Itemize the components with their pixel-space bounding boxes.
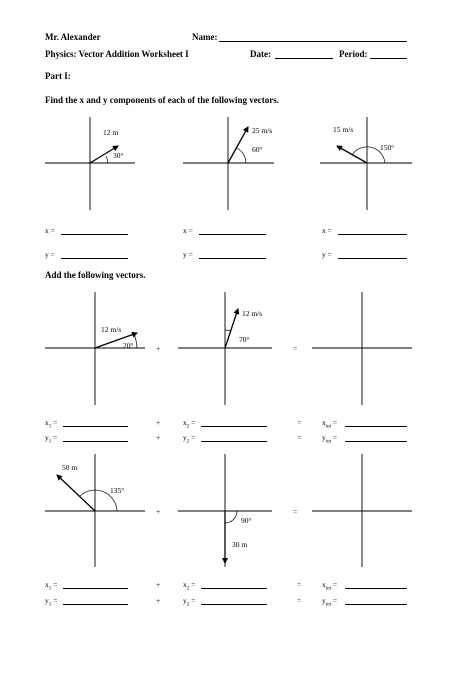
x-label-3: x = — [322, 226, 332, 235]
ytot-label-row1: $y_{tot}$ = — [322, 433, 338, 445]
plus-sign-row2: + — [156, 507, 161, 516]
vector-7-angle: 135° — [110, 486, 125, 495]
plus-y-row1: + — [156, 433, 161, 442]
y1-answer-row2[interactable] — [63, 604, 128, 605]
vector-1-angle: 30° — [113, 151, 124, 160]
vector-8-angle: 90° — [241, 516, 252, 525]
y2-label-row2: $y_2$ = — [183, 596, 196, 608]
x1-label-row2: $x_1$ = — [45, 580, 58, 592]
ytot-answer-row1[interactable] — [345, 441, 407, 442]
equals-x-row1: = — [297, 418, 302, 427]
x1-answer-row2[interactable] — [63, 588, 128, 589]
ytot-label-row2: $y_{tot}$ = — [322, 596, 338, 608]
y-answer-1[interactable] — [61, 258, 128, 259]
y1-label-row2: $y_1$ = — [45, 596, 58, 608]
equals-x-row2: = — [297, 580, 302, 589]
vector-8-magnitude: 30 m — [232, 540, 248, 549]
plus-x-row1: + — [156, 418, 161, 427]
vector-2-angle: 60° — [252, 145, 263, 154]
y2-answer-row2[interactable] — [201, 604, 267, 605]
vector-1-magnitude: 12 m — [103, 128, 119, 137]
y-label-2: y = — [183, 250, 193, 259]
vector-7-arrow — [57, 475, 95, 511]
axes-9 — [312, 454, 412, 567]
y-answer-3[interactable] — [338, 258, 407, 259]
x2-label-row2: $x_2$ = — [183, 580, 196, 592]
vector-3-angle: 150° — [380, 143, 395, 152]
x1-label-row1: $x_1$ = — [45, 418, 58, 430]
vector-5-magnitude: 12 m/s — [242, 309, 263, 318]
x-label-2: x = — [183, 226, 193, 235]
y2-label-row1: $y_2$ = — [183, 433, 196, 445]
x1-answer-row1[interactable] — [63, 426, 128, 427]
vector-7-magnitude: 50 m — [62, 463, 78, 472]
date-label: Date: — [250, 49, 271, 59]
vector-5-arrow — [225, 309, 238, 348]
y-label-1: y = — [45, 250, 55, 259]
x-answer-3[interactable] — [338, 234, 407, 235]
teacher-name: Mr. Alexander — [45, 32, 101, 42]
x-answer-1[interactable] — [61, 234, 128, 235]
plus-sign-row1: + — [156, 344, 161, 353]
axes-6 — [312, 292, 412, 405]
angle-arc-2 — [237, 148, 246, 163]
vector-3-magnitude: 15 m/s — [333, 125, 354, 134]
xtot-label-row2: $x_{tot}$ = — [322, 580, 338, 592]
vector-4-magnitude: 12 m/s — [101, 325, 122, 334]
y-label-3: y = — [322, 250, 332, 259]
part-one-heading: Part I: — [45, 71, 71, 81]
xtot-answer-row1[interactable] — [345, 426, 407, 427]
period-label: Period: — [339, 49, 368, 59]
x2-answer-row2[interactable] — [201, 588, 267, 589]
xtot-label-row1: $x_{tot}$ = — [322, 418, 338, 430]
part-two-instruction: Add the following vectors. — [45, 270, 146, 280]
angle-arc-4 — [134, 334, 137, 348]
axes-1 — [45, 117, 135, 210]
plus-x-row2: + — [156, 580, 161, 589]
y-answer-2[interactable] — [199, 258, 266, 259]
x2-answer-row1[interactable] — [201, 426, 267, 427]
x-label-1: x = — [45, 226, 55, 235]
part-one-instruction: Find the x and y components of each of the following vectors. — [45, 95, 279, 105]
ytot-answer-row2[interactable] — [345, 604, 407, 605]
equals-sign-row2: = — [293, 507, 298, 516]
vector-4-angle: 20° — [123, 341, 134, 350]
equals-sign-row1: = — [293, 344, 298, 353]
plus-y-row2: + — [156, 596, 161, 605]
x2-label-row1: $x_2$ = — [183, 418, 196, 430]
angle-arc-5 — [225, 330, 231, 331]
name-label: Name: — [192, 32, 218, 42]
angle-arc-1 — [106, 156, 108, 163]
worksheet-title: Physics: Vector Addition Worksheet I — [45, 49, 189, 59]
equals-y-row1: = — [297, 433, 302, 442]
y2-answer-row1[interactable] — [201, 441, 267, 442]
angle-arc-8 — [225, 511, 237, 523]
vector-5-angle: 70° — [239, 335, 250, 344]
x-answer-2[interactable] — [199, 234, 266, 235]
xtot-answer-row2[interactable] — [345, 588, 407, 589]
y1-answer-row1[interactable] — [63, 441, 128, 442]
y1-label-row1: $y_1$ = — [45, 433, 58, 445]
vector-2-magnitude: 25 m/s — [252, 126, 273, 135]
equals-y-row2: = — [297, 596, 302, 605]
